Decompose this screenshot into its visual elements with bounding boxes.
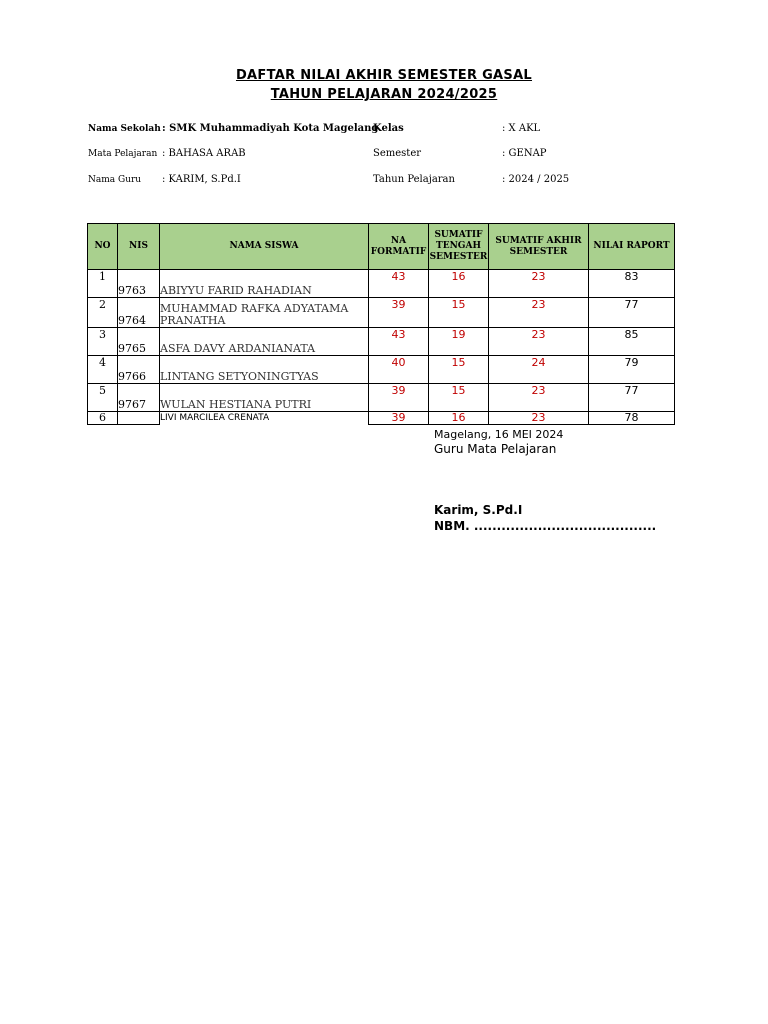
- table-row: [88, 328, 675, 356]
- cell-nama: WULAN HESTIANA PUTRI: [160, 384, 369, 412]
- header-no: NO: [88, 224, 118, 270]
- cell-nama: MUHAMMAD RAFKA ADYATAMA PRANATHA: [160, 298, 369, 328]
- cell-sumatif-akhir: 23: [489, 328, 589, 356]
- cell-na-formatif: 39: [369, 298, 429, 328]
- header-sumatif-tengah: SUMATIF TENGAH SEMESTER: [429, 224, 489, 270]
- cell-no: 3: [88, 328, 118, 356]
- cell-nis: 9766: [118, 356, 160, 384]
- header-nis: NIS: [118, 224, 160, 270]
- cell-sumatif-tengah: 16: [429, 412, 489, 425]
- header-na-formatif: NA FORMATIF: [369, 224, 429, 270]
- cell-nilai-raport: 77: [589, 384, 675, 412]
- cell-no: 6: [88, 412, 118, 425]
- document-subtitle: TAHUN PELAJARAN 2024/2025: [270, 87, 498, 102]
- cell-sumatif-tengah: 15: [429, 298, 489, 328]
- class-value: : X AKL: [502, 123, 541, 134]
- subject-label: Mata Pelajaran: [88, 149, 158, 159]
- year-label: Tahun Pelajaran: [373, 174, 455, 185]
- cell-nis: 9764: [118, 298, 160, 328]
- subject-value: : BAHASA ARAB: [162, 148, 246, 159]
- cell-no: 2: [88, 298, 118, 328]
- cell-nilai-raport: 83: [589, 270, 675, 298]
- year-value: : 2024 / 2025: [502, 174, 570, 185]
- table-row: [88, 298, 675, 328]
- cell-nis: [118, 412, 160, 425]
- cell-na-formatif: 40: [369, 356, 429, 384]
- table-row: [88, 270, 675, 298]
- header-sumatif-akhir: SUMATIF AKHIR SEMESTER: [489, 224, 589, 270]
- cell-nilai-raport: 85: [589, 328, 675, 356]
- signature-role: Guru Mata Pelajaran: [434, 442, 557, 456]
- teacher-label: Nama Guru: [88, 175, 142, 185]
- cell-na-formatif: 39: [369, 412, 429, 425]
- cell-nama: ASFA DAVY ARDANIANATA: [160, 328, 369, 356]
- table-row: [88, 356, 675, 384]
- signature-nbm: NBM. ........................................: [434, 519, 657, 533]
- header-nama-siswa: NAMA SISWA: [160, 224, 369, 270]
- cell-nilai-raport: 79: [589, 356, 675, 384]
- cell-nis: 9765: [118, 328, 160, 356]
- cell-sumatif-akhir: 23: [489, 270, 589, 298]
- class-label: Kelas: [373, 123, 404, 134]
- school-label: Nama Sekolah: [88, 124, 161, 134]
- grades-table: [87, 223, 675, 425]
- table-row: [88, 384, 675, 412]
- document-title: DAFTAR NILAI AKHIR SEMESTER GASAL: [235, 68, 533, 83]
- cell-sumatif-akhir: 23: [489, 412, 589, 425]
- table-header-row: [88, 224, 675, 270]
- cell-sumatif-akhir: 23: [489, 384, 589, 412]
- signature-place-date: Magelang, 16 MEI 2024: [434, 428, 564, 441]
- cell-nama: ABIYYU FARID RAHADIAN: [160, 270, 369, 298]
- cell-na-formatif: 43: [369, 270, 429, 298]
- signature-name: Karim, S.Pd.I: [434, 503, 523, 517]
- cell-na-formatif: 39: [369, 384, 429, 412]
- cell-nama: LIVI MARCILEA CRENATA: [160, 412, 369, 425]
- cell-no: 1: [88, 270, 118, 298]
- cell-no: 4: [88, 356, 118, 384]
- cell-sumatif-tengah: 15: [429, 384, 489, 412]
- cell-nis: 9767: [118, 384, 160, 412]
- teacher-value: : KARIM, S.Pd.I: [162, 174, 241, 185]
- header-nilai-raport: NILAI RAPORT: [589, 224, 675, 270]
- cell-sumatif-tengah: 19: [429, 328, 489, 356]
- semester-value: : GENAP: [502, 148, 547, 159]
- semester-label: Semester: [373, 148, 422, 159]
- table-row: [88, 412, 675, 425]
- cell-nilai-raport: 78: [589, 412, 675, 425]
- school-value: : SMK Muhammadiyah Kota Magelang: [162, 123, 379, 134]
- cell-no: 5: [88, 384, 118, 412]
- cell-sumatif-akhir: 23: [489, 298, 589, 328]
- cell-na-formatif: 43: [369, 328, 429, 356]
- cell-nis: 9763: [118, 270, 160, 298]
- cell-sumatif-tengah: 15: [429, 356, 489, 384]
- cell-nama: LINTANG SETYONINGTYAS: [160, 356, 369, 384]
- cell-sumatif-tengah: 16: [429, 270, 489, 298]
- cell-nilai-raport: 77: [589, 298, 675, 328]
- cell-sumatif-akhir: 24: [489, 356, 589, 384]
